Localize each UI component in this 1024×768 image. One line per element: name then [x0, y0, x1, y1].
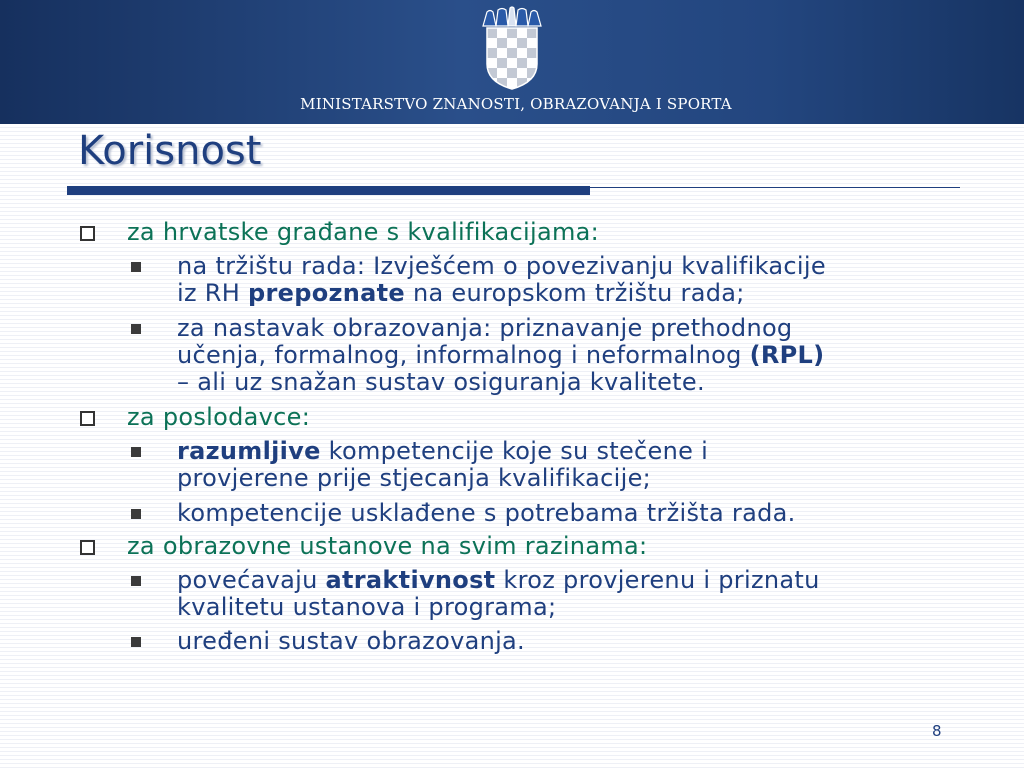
- slide-title: Korisnost: [78, 128, 262, 174]
- section-heading: [127, 404, 310, 431]
- hollow-square-bullet-icon: [80, 226, 95, 241]
- filled-square-bullet-icon: [131, 637, 141, 647]
- item-emphasis: (RPL): [749, 341, 825, 369]
- item-text: kompetencije usklađene s potrebama tržišta rada.: [177, 499, 796, 527]
- section-heading: [127, 533, 647, 560]
- item-text: povećavaju: [177, 566, 326, 594]
- item-text: iz RH: [177, 279, 249, 307]
- filled-square-bullet-icon: [131, 324, 141, 334]
- item-line: [177, 567, 820, 594]
- item-text: – ali uz snažan sustav osiguranja kvalitete.: [177, 368, 705, 396]
- item-line: [177, 594, 820, 621]
- item-emphasis: razumljive: [177, 437, 321, 465]
- item-line: [177, 342, 824, 369]
- hollow-square-bullet-icon: [80, 411, 95, 426]
- item-text: na europskom tržištu rada;: [405, 279, 745, 307]
- item-text: kompetencije koje su stečene i: [320, 437, 709, 465]
- filled-square-bullet-icon: [131, 509, 141, 519]
- filled-square-bullet-icon: [131, 576, 141, 586]
- item-emphasis: prepoznate: [248, 279, 406, 307]
- item-line: [177, 438, 708, 465]
- list-item: [177, 438, 708, 492]
- item-emphasis: atraktivnost: [325, 566, 496, 594]
- list-item: [177, 567, 820, 621]
- list-item: [177, 628, 525, 655]
- filled-square-bullet-icon: [131, 447, 141, 457]
- item-text: za nastavak obrazovanja: priznavanje prethodnog: [177, 314, 793, 342]
- section-label: za poslodavce:: [127, 403, 311, 431]
- item-text: učenja, formalnog, informalnog i neformalnog: [177, 341, 750, 369]
- item-line: [177, 500, 796, 527]
- item-text: na tržištu rada: Izvješćem o povezivanju kvalifikacije: [177, 252, 826, 280]
- item-line: [177, 253, 826, 280]
- item-line: [177, 465, 708, 492]
- list-item: [177, 253, 826, 307]
- section-label: za hrvatske građane s kvalifikacijama:: [127, 218, 600, 246]
- filled-square-bullet-icon: [131, 262, 141, 272]
- list-item: [177, 315, 824, 396]
- list-item: [177, 500, 796, 527]
- item-text: kvalitetu ustanova i programa;: [177, 593, 557, 621]
- item-text: provjerene prije stjecanja kvalifikacije;: [177, 464, 652, 492]
- item-line: [177, 369, 824, 396]
- item-line: [177, 315, 824, 342]
- item-text: kroz provjerenu i priznatu: [495, 566, 820, 594]
- page-number: 8: [932, 722, 942, 740]
- section-heading: [127, 219, 599, 246]
- item-text: uređeni sustav obrazovanja.: [177, 627, 525, 655]
- section-label: za obrazovne ustanove na svim razinama:: [127, 532, 648, 560]
- item-line: [177, 628, 525, 655]
- ministry-name: MINISTARSTVO ZNANOSTI, OBRAZOVANJA I SPORTA: [300, 95, 732, 113]
- hollow-square-bullet-icon: [80, 540, 95, 555]
- item-line: [177, 280, 826, 307]
